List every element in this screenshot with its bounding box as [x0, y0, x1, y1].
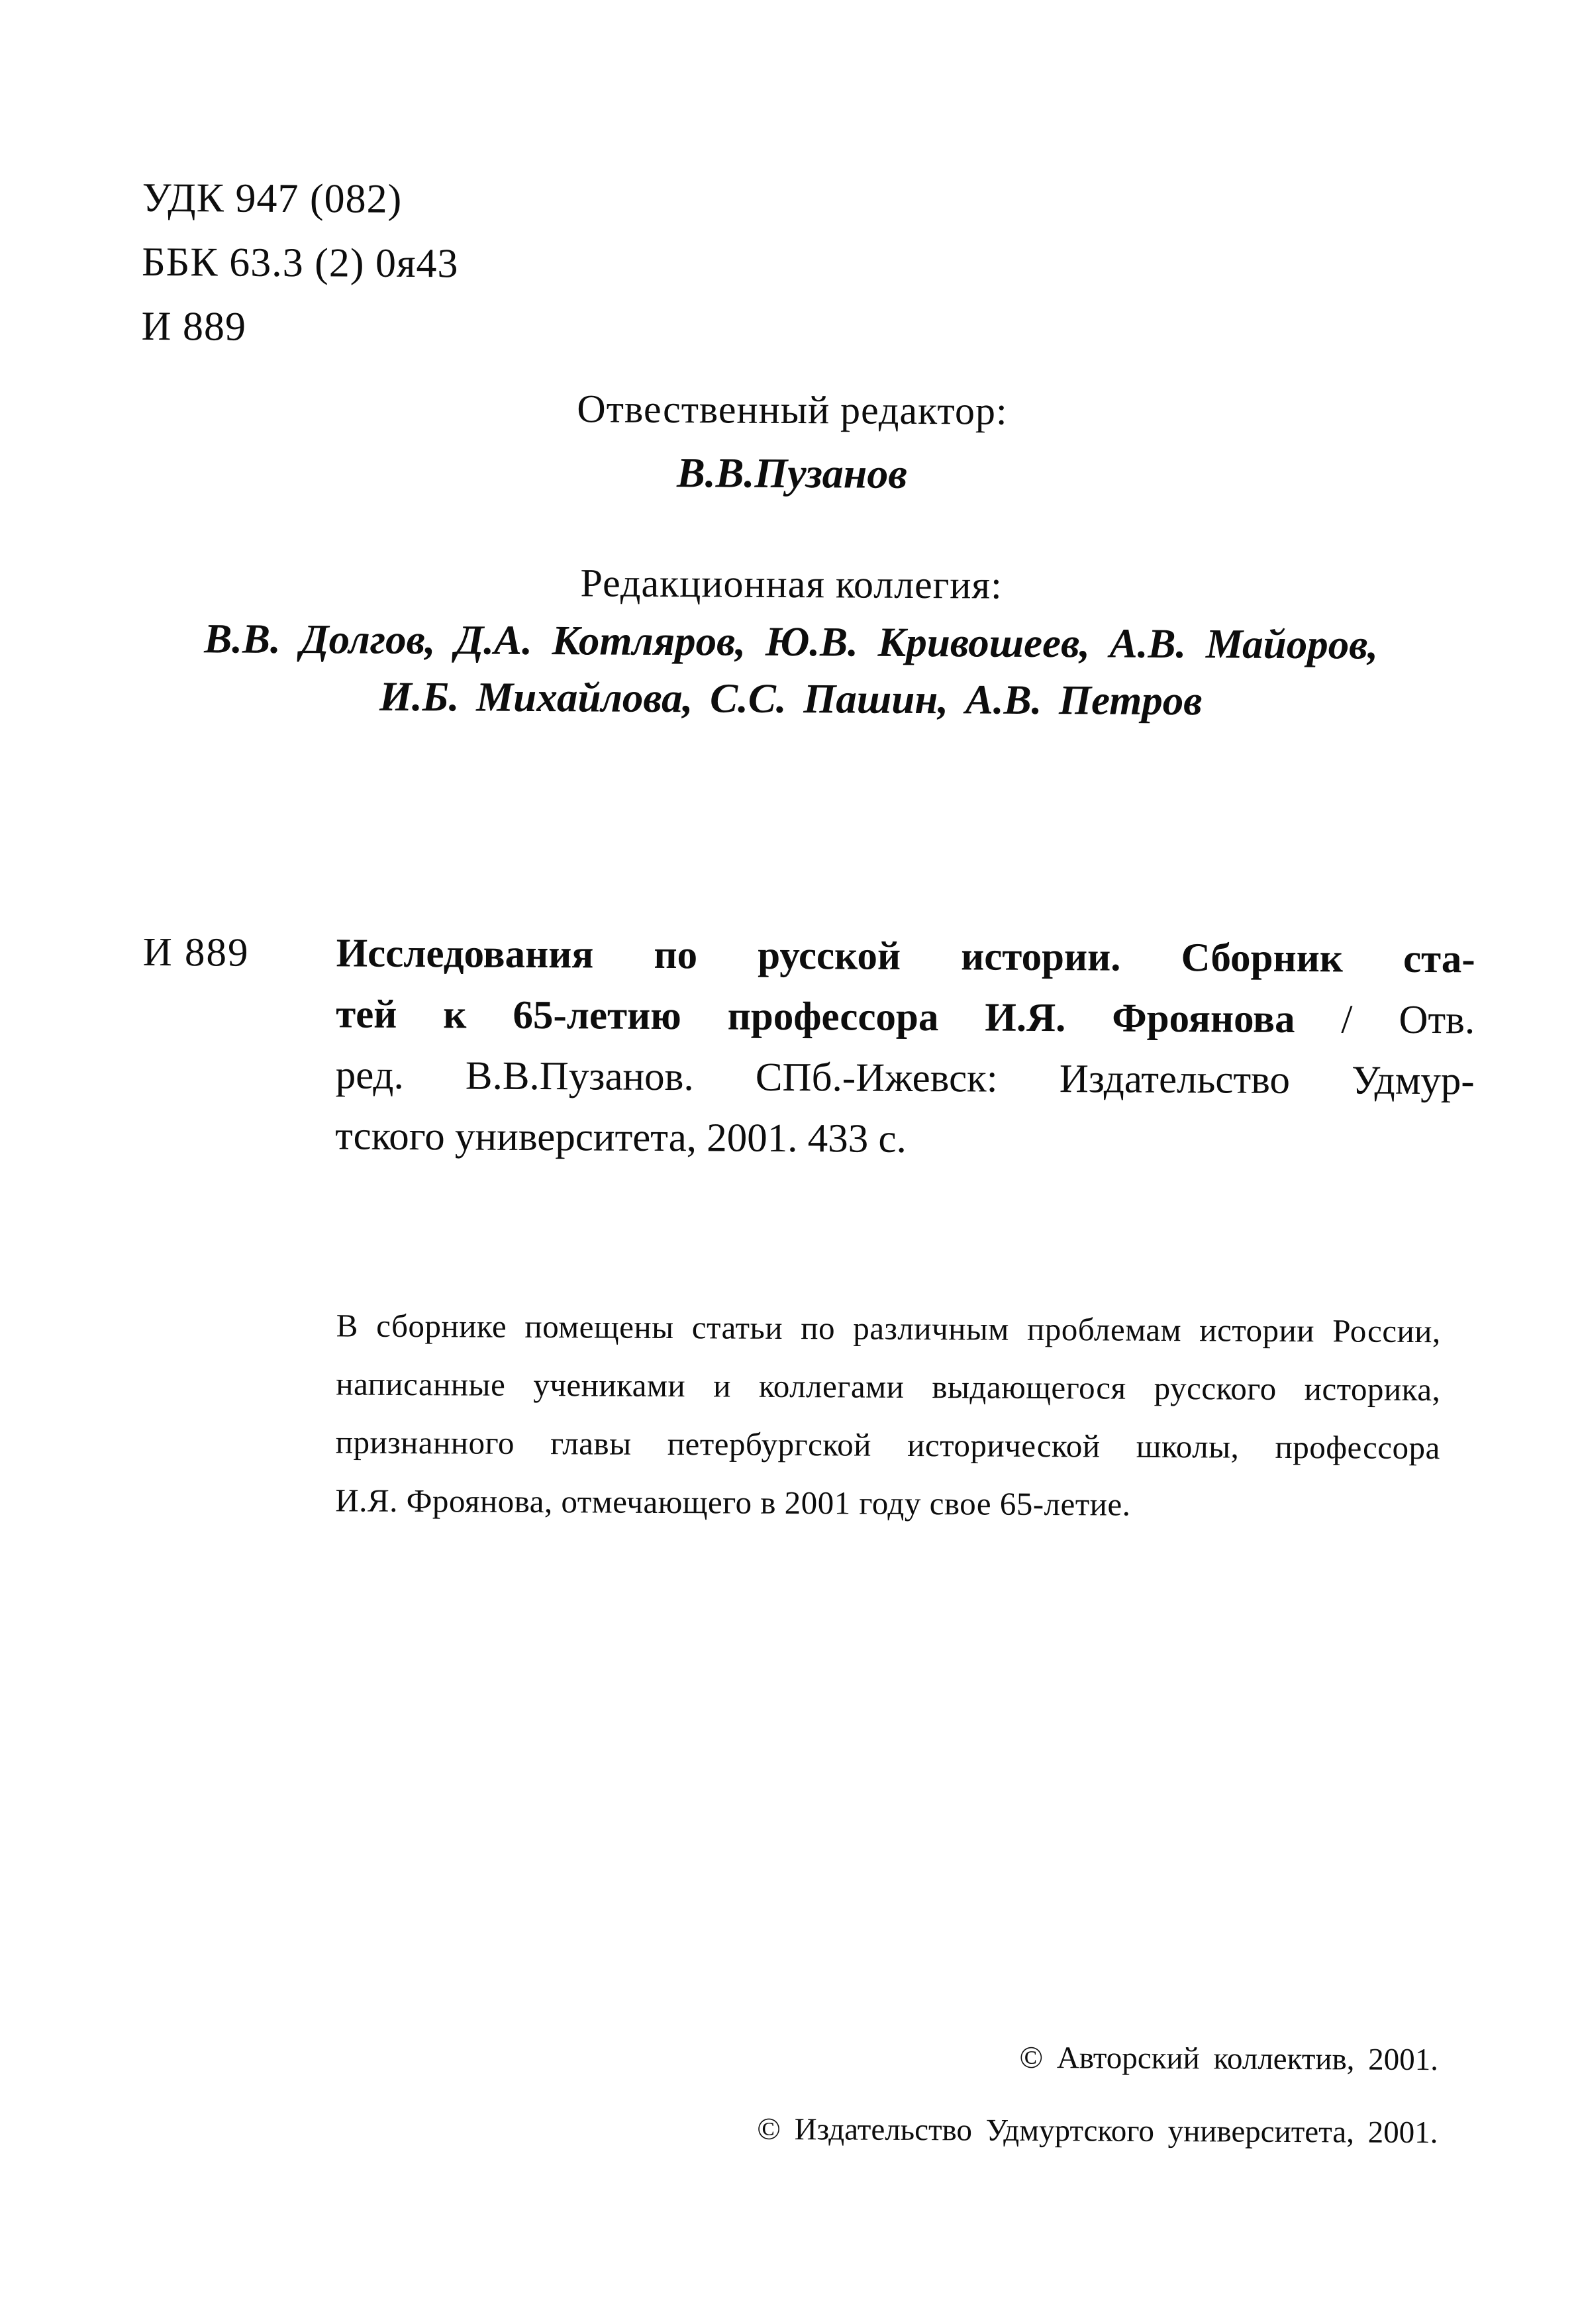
- bib-index-label: И 889: [142, 930, 250, 975]
- udk-code: УДК 947 (082): [142, 175, 403, 222]
- editorial-board-heading: Редакционная коллегия:: [580, 561, 1003, 607]
- annotation-line: В сборнике помещены статьи по различным проблемам истории России,: [336, 1307, 1441, 1350]
- copyright-publisher: © Издательство Удмуртского университета, 2001.: [757, 2111, 1438, 2151]
- bib-title-part: Исследования по русской истории. Сборник ста-: [336, 931, 1475, 982]
- responsible-editor-name: В.В.Пузанов: [676, 449, 908, 497]
- annotation-line: признанного главы петербургской исторической школы, профессора: [335, 1424, 1440, 1467]
- editorial-board-members-line2: И.Б. Михайлова, С.С. Пашин, А.В. Петров: [379, 673, 1203, 724]
- responsible-editor-heading: Отвественный редактор:: [577, 387, 1008, 433]
- annotation-paragraph: [335, 1296, 1441, 1535]
- copyright-authors: © Авторский коллектив, 2001.: [1019, 2040, 1439, 2078]
- bib-imprint-part: / Отв.: [1295, 997, 1475, 1043]
- copyright-block: [757, 2037, 1438, 2153]
- catalog-index-code: И 889: [141, 303, 247, 350]
- annotation-line: написанные учениками и коллегами выдающегося русского историка,: [336, 1365, 1441, 1408]
- bibliographic-entry: [142, 922, 1475, 1173]
- bib-line: тского университета, 2001. 433 с.: [335, 1114, 907, 1161]
- bib-title-part: тей к 65-летию профессора И.Я. Фроянова: [336, 992, 1295, 1041]
- editorial-board-members-line1: В.В. Долгов, Д.А. Котляров, Ю.В. Кривошеев, А.В. Майоров,: [204, 615, 1379, 668]
- bib-line: ред. В.В.Пузанов. СПб.-Ижевск: Издательство Удмур-: [335, 1053, 1475, 1104]
- bib-line: [336, 984, 1475, 1051]
- classification-codes: [141, 166, 459, 361]
- bib-line: [336, 923, 1475, 990]
- bbk-code: ББК 63.3 (2) 0я43: [141, 239, 459, 287]
- annotation-line: И.Я. Фроянова, отмечающего в 2001 году свое 65-летие.: [335, 1482, 1131, 1523]
- bib-description: [335, 923, 1475, 1173]
